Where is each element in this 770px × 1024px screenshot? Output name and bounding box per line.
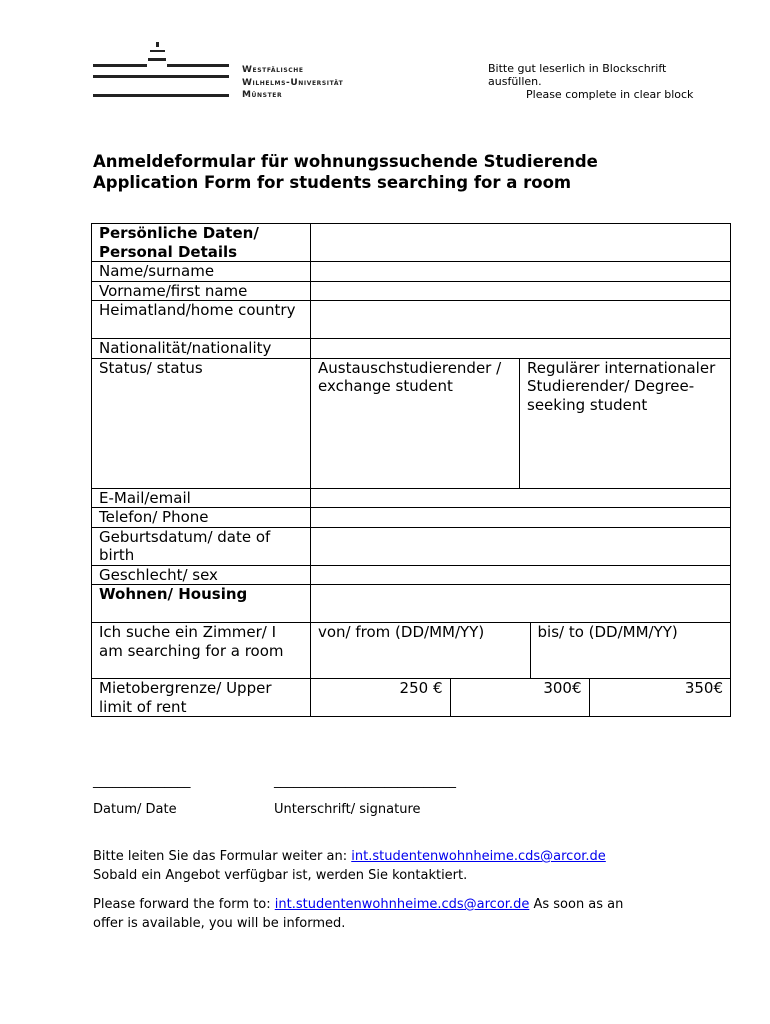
- section-personal: Persönliche Daten/ Personal Details: [92, 224, 311, 262]
- university-logo: [93, 42, 243, 98]
- nationality-field[interactable]: [311, 339, 731, 359]
- footer-de-prefix: Bitte leiten Sie das Formular weiter an:: [93, 849, 352, 864]
- housing-field[interactable]: [311, 585, 731, 623]
- date-label: Datum/ Date: [93, 802, 177, 817]
- university-line: Münster: [242, 90, 283, 100]
- status-degree-option[interactable]: Regulärer internationaler Studierender/ Degree-seeking student: [520, 358, 731, 488]
- rent-option-300[interactable]: 300€: [450, 679, 589, 716]
- rent-option-250[interactable]: 250 €: [311, 679, 450, 716]
- signature-line: ____________________________: [274, 774, 456, 789]
- note-de: Bitte gut leserlich in Blockschrift ausfüllen.: [488, 62, 667, 88]
- from-date-field[interactable]: von/ from (DD/MM/YY): [311, 623, 530, 678]
- label-rent: Mietobergrenze/ Upper limit of rent: [92, 679, 311, 717]
- rent-options-cell: [311, 679, 731, 717]
- label-nationality: Nationalität/nationality: [92, 339, 311, 359]
- email-field[interactable]: [311, 488, 731, 508]
- label-sex: Geschlecht/ sex: [92, 565, 311, 585]
- sex-field[interactable]: [311, 565, 731, 585]
- footer-en-prefix: Please forward the form to:: [93, 897, 275, 912]
- name-field[interactable]: [311, 262, 731, 282]
- footer-de: [93, 847, 733, 885]
- label-status: Status/ status: [92, 358, 311, 488]
- application-form-table: [91, 223, 731, 717]
- signature-label: Unterschrift/ signature: [274, 802, 421, 817]
- firstname-field[interactable]: [311, 281, 731, 301]
- label-country: Heimatland/home country: [92, 301, 311, 339]
- university-name: [242, 64, 343, 102]
- to-date-field[interactable]: bis/ to (DD/MM/YY): [537, 623, 678, 641]
- footer-en-line2: offer is available, you will be informed.: [93, 916, 346, 931]
- label-room: Ich suche ein Zimmer/ I am searching for a room: [92, 623, 311, 679]
- rent-option-350[interactable]: 350€: [684, 679, 723, 697]
- footer-en: [93, 895, 733, 933]
- label-phone: Telefon/ Phone: [92, 508, 311, 528]
- university-line: Westfälische: [242, 65, 304, 75]
- contact-email-link-en[interactable]: int.studentenwohnheime.cds@arcor.de: [274, 897, 530, 912]
- contact-email-link[interactable]: int.studentenwohnheime.cds@arcor.de: [351, 849, 606, 864]
- label-firstname: Vorname/first name: [92, 281, 311, 301]
- phone-field[interactable]: [311, 508, 731, 528]
- date-range-cell: [311, 623, 731, 679]
- label-birthdate: Geburtsdatum/ date of birth: [92, 527, 311, 565]
- footer-de-line2: Sobald ein Angebot verfügbar ist, werden Sie kontaktiert.: [93, 868, 468, 883]
- section-housing: Wohnen/ Housing: [92, 585, 311, 623]
- title-de: Anmeldeformular für wohnungssuchende Studierende: [93, 152, 598, 171]
- title-en: Application Form for students searching for a room: [93, 173, 572, 192]
- form-title: [93, 151, 598, 193]
- label-email: E-Mail/email: [92, 488, 311, 508]
- country-field[interactable]: [311, 301, 731, 339]
- personal-field[interactable]: [311, 224, 731, 262]
- date-line: _______________: [93, 774, 191, 789]
- birthdate-field[interactable]: [311, 527, 731, 565]
- status-exchange-option[interactable]: Austauschstudierender / exchange student: [311, 358, 520, 488]
- note-en: Please complete in clear block: [526, 88, 694, 101]
- footer-en-suffix: As soon as an: [529, 897, 624, 912]
- instruction-note: [488, 62, 713, 101]
- university-line: Wilhelms-Universität: [242, 77, 344, 88]
- label-name: Name/surname: [92, 262, 311, 282]
